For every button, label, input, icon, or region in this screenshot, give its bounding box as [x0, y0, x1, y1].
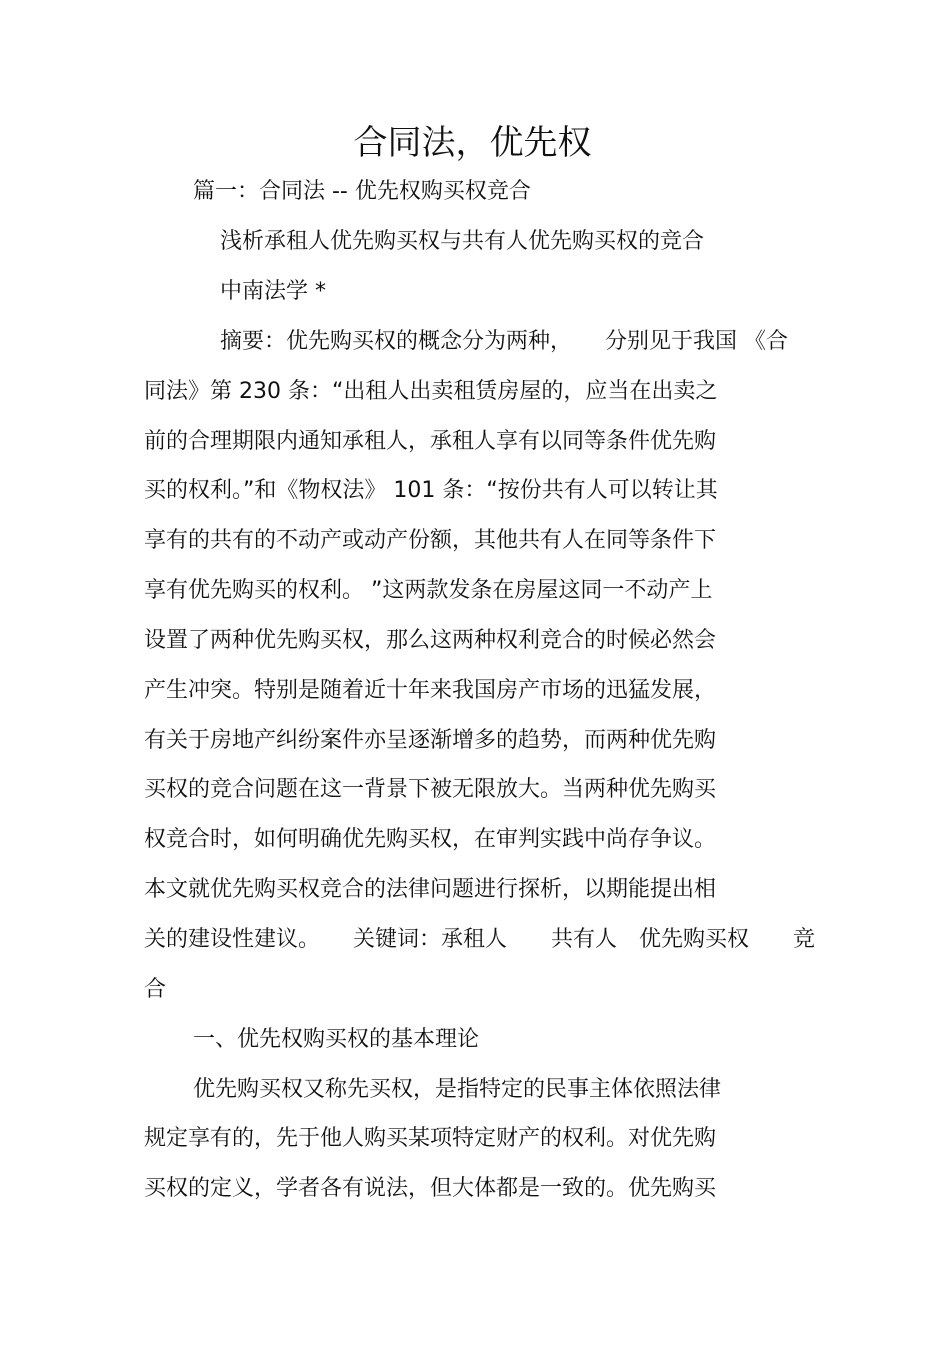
paper-title: 浅析承租人优先购买权与共有人优先购买权的竞合	[220, 229, 705, 254]
abstract-line: 设置了两种优先购买权，那么这两种权利竞合的时候必然会	[144, 628, 717, 653]
abstract-line: 买的权利。”和《物权法》 101 条：“按份共有人可以转让其	[144, 478, 718, 503]
abstract-line: 产生冲突。特别是随着近十年来我国房产市场的迅猛发展，	[144, 678, 717, 703]
keywords-line-continued: 合	[144, 977, 167, 1002]
abstract-line: 享有的共有的不动产或动产份额，其他共有人在同等条件下	[144, 528, 717, 553]
section-heading: 一、优先权购买权的基本理论	[193, 1027, 480, 1052]
abstract-line: 享有优先购买的权利。 ”这两款发条在房屋这同一不动产上	[144, 578, 713, 603]
author-line: 中南法学 *	[220, 279, 326, 304]
abstract-line: 同法》第 230 条：“出租人出卖租赁房屋的，应当在出卖之	[144, 379, 718, 404]
abstract-line: 有关于房地产纠纷案件亦呈逐渐增多的趋势，而两种优先购	[144, 728, 717, 753]
keywords-line: 关的建设性建议。 关键词：承租人 共有人 优先购买权 竞	[144, 927, 816, 952]
abstract-line: 前的合理期限内通知承租人，承租人享有以同等条件优先购	[144, 429, 717, 454]
body-line: 优先购买权又称先买权，是指特定的民事主体依照法律	[193, 1077, 722, 1102]
abstract-line: 权竞合时，如何明确优先购买权，在审判实践中尚存争议。	[144, 827, 717, 852]
document-title: 合同法，优先权	[353, 123, 592, 163]
abstract-line: 买权的竞合问题在这一背景下被无限放大。当两种优先购买	[144, 777, 717, 802]
body-line: 规定享有的，先于他人购买某项特定财产的权利。对优先购	[144, 1126, 717, 1151]
abstract-line: 摘要：优先购买权的概念分为两种， 分别见于我国 《合	[220, 329, 788, 354]
article-heading: 篇一：合同法 -- 优先权购买权竞合	[193, 179, 531, 204]
body-line: 买权的定义，学者各有说法，但大体都是一致的。优先购买	[144, 1176, 717, 1201]
abstract-line: 本文就优先购买权竞合的法律问题进行探析，以期能提出相	[144, 877, 717, 902]
